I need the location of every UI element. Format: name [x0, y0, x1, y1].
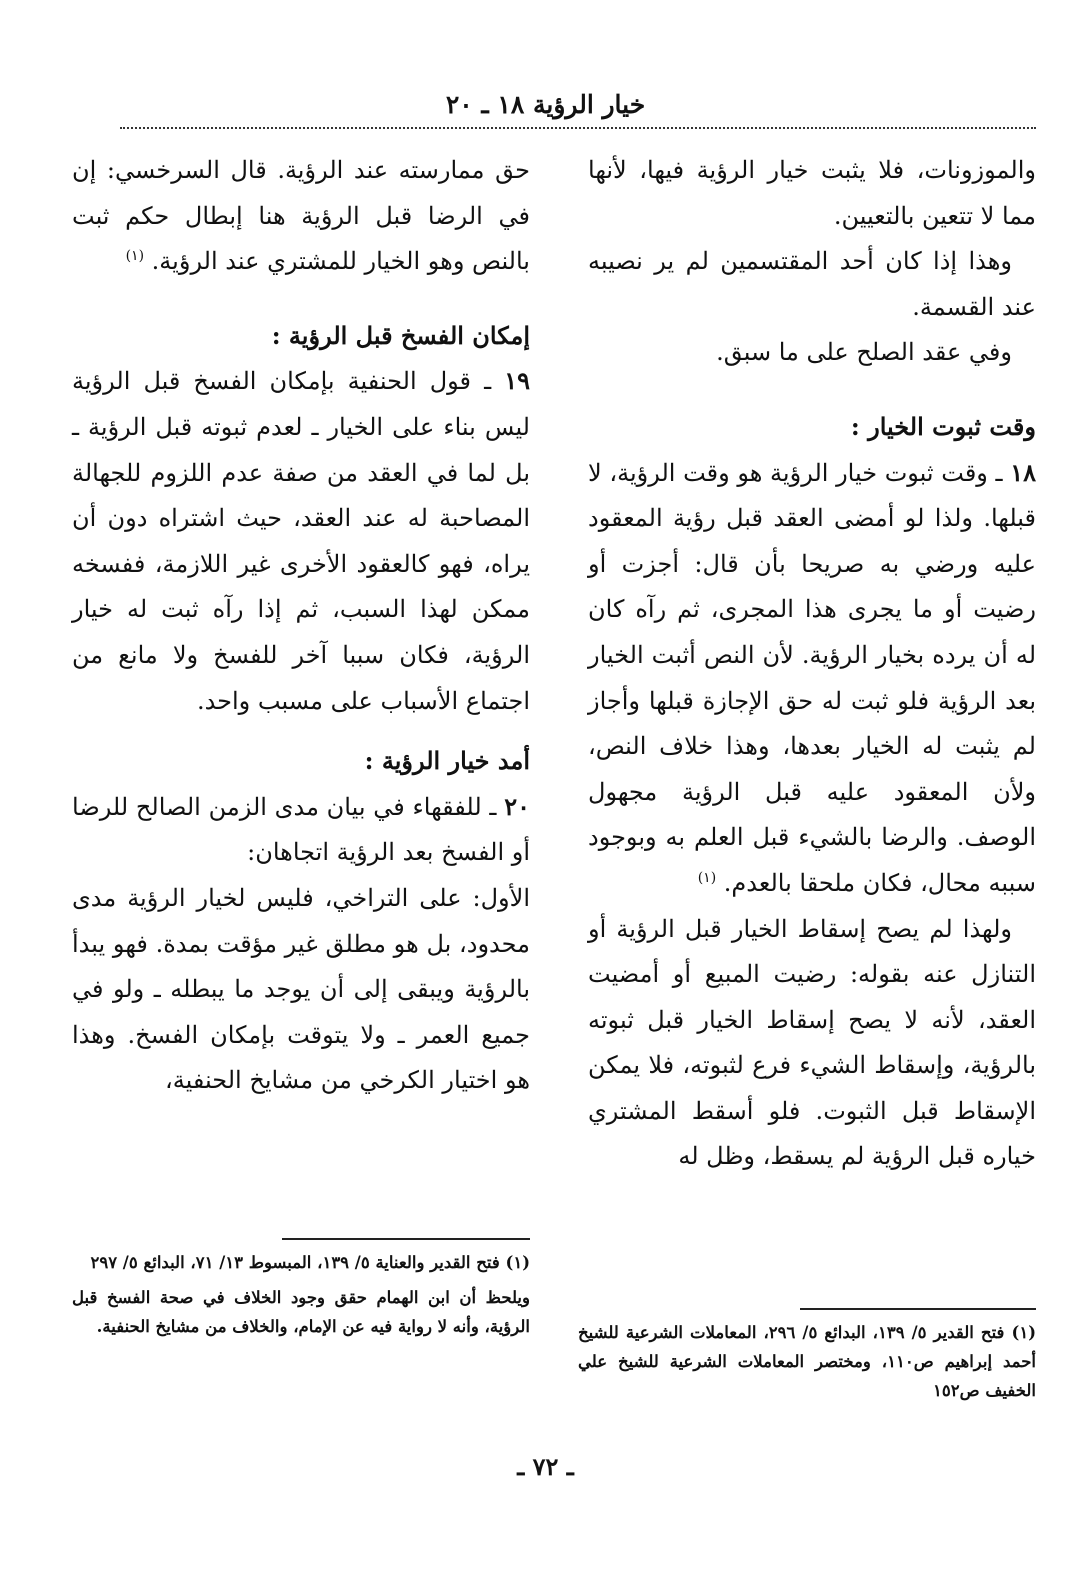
paragraph-number: ١٩ — [504, 366, 530, 396]
footnote-note: ويلحظ أن ابن الهمام حقق وجود الخلاف في صحة الفسخ قبل الرؤية، وأنه لا رواية فيه عن الإمام، والخلاف من مشايخ الحنفية. — [72, 1288, 530, 1336]
footnote-reference: (١) — [697, 869, 717, 886]
footnote-rule — [282, 1238, 530, 1240]
paragraph-number: ١٨ — [1010, 457, 1036, 487]
paragraph-20 — [72, 784, 530, 876]
footnote-reference: (١) — [125, 248, 145, 265]
footnotes-left — [72, 1248, 530, 1341]
spacer — [588, 376, 1036, 404]
page-running-title: خيار الرؤية ١٨ ـ ٢٠ — [445, 90, 646, 119]
footnotes-right — [578, 1318, 1036, 1405]
paragraph: والموزونات، فلا يثبت خيار الرؤية فيها، لأنها مما لا تتعين بالتعيين. — [588, 156, 1036, 230]
right-column — [588, 148, 1036, 1180]
paragraph-19 — [72, 358, 530, 724]
section-heading: وقت ثبوت الخيار : — [850, 411, 1036, 441]
section-heading: أمد خيار الرؤية : — [364, 746, 530, 776]
paragraph — [72, 148, 530, 285]
paragraph-text: ـ قول الحنفية بإمكان الفسخ قبل الرؤية ليس بناء على الخيار ـ لعدم ثبوته قبل الرؤية ـ بل لما في العقد من صفة عدم اللزوم للجهالة المصاحبة له عند العقد، حيث اشتراه دون أن يراه، فهو كالعقود الأخرى غير اللازمة، ففسخه ممكن لهذا السبب، ثم إذا رآه ثبت له خيار الرؤية، فكان سببا آخر للفسخ ولا مانع من اجتماع الأسباب على مسبب واحد. — [72, 367, 530, 715]
paragraph-18 — [588, 450, 1036, 907]
paragraph-number: ٢٠ — [504, 791, 530, 821]
footnote: (١) فتح القدير ٥/ ١٣٩، البدائع ٥/ ٢٩٦، المعاملات الشرعية للشيخ أحمد إبراهيم ص١١٠، ومختصر المعاملات الشرعية للشيخ علي الخفيف ص١٥٢ — [578, 1323, 1036, 1400]
spacer — [72, 724, 530, 738]
paragraph: ولهذا لم يصح إسقاط الخيار قبل الرؤية أو التنازل عنه بقوله: رضيت المبيع أو أمضيت العقد، لأنه لا يصح إسقاط الخيار قبل ثبوته بالرؤية، وإسقاط الشيء فرع لثبوته، فلا يمكن الإسقاط قبل الثبوت. فلو أسقط المشتري خياره قبل الرؤية لم يسقط، وظل له — [588, 914, 1036, 1171]
paragraph-text: حق ممارسته عند الرؤية. قال السرخسي: إن في الرضا قبل الرؤية هنا إبطال حكم ثبت بالنص وهو الخيار للمشتري عند الرؤية. — [72, 156, 530, 276]
paragraph: وفي عقد الصلح على ما سبق. — [716, 338, 1012, 367]
paragraph-text: ـ وقت ثبوت خيار الرؤية هو وقت الرؤية، لا قبلها. ولذا لو أمضى العقد قبل رؤية المعقود عليه ورضي به صريحا بأن قال: أجزت أو رضيت أو ما يجرى هذا المجرى، ثم رآه كان له أن يرده بخيار الرؤية. لأن النص أثبت الخيار بعد الرؤية فلو ثبت له حق الإجازة قبلها وأجاز لم يثبت له الخيار بعدها، وهذا خلاف النص، ولأن المعقود عليه قبل الرؤية مجهول الوصف. والرضا بالشيء قبل العلم به وبوجود سببه محال، فكان ملحقا بالعدم. — [588, 458, 1036, 897]
page-number: ـ ٧٢ ـ — [517, 1452, 574, 1481]
section-heading: إمكان الفسخ قبل الرؤية : — [271, 320, 530, 350]
left-column — [72, 148, 530, 1104]
paragraph-text: ـ للفقهاء في بيان مدى الزمن الصالح للرضا أو الفسخ بعد الرؤية اتجاهان: — [72, 792, 530, 867]
paragraph: الأول: على التراخي، فليس لخيار الرؤية مدى محدود، بل هو مطلق غير مؤقت بمدة. فهو يبدأ بالرؤية ويبقى إلى أن يوجد ما يبطله ـ ولو في جميع العمر ـ ولا يتوقت بإمكان الفسخ. وهذا هو اختيار الكرخي من مشايخ الحنفية، — [72, 883, 530, 1095]
paragraph: وهذا إذا كان أحد المقتسمين لم ير نصيبه عند القسمة. — [588, 247, 1036, 321]
footnote-rule — [800, 1308, 1036, 1310]
footnote: (١) فتح القدير والعناية ٥/ ١٣٩، المبسوط ١٣/ ٧١، البدائع ٥/ ٢٩٧ — [90, 1253, 530, 1272]
spacer — [72, 285, 530, 313]
header-dotted-rule — [120, 127, 1036, 129]
